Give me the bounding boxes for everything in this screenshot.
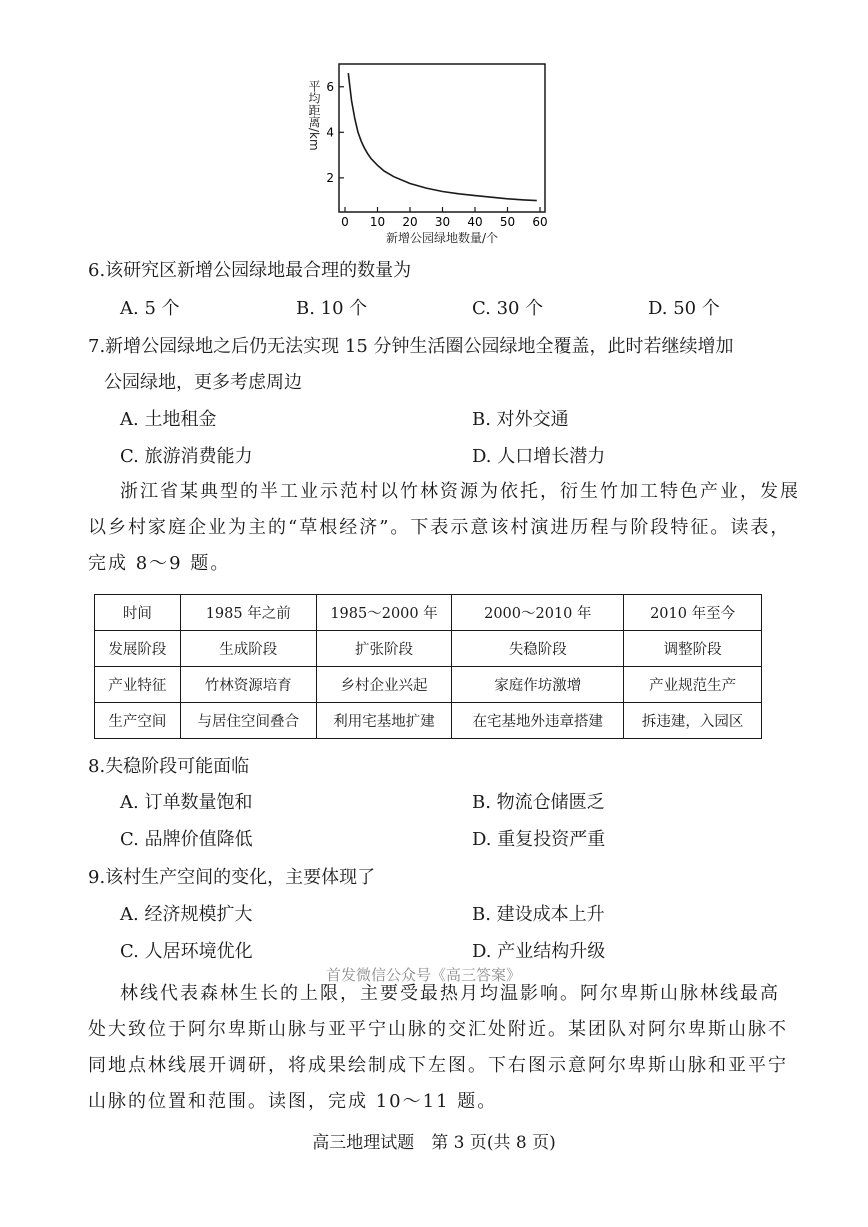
q7-option-a[interactable]: A. 土地租金 bbox=[120, 409, 217, 430]
distance-curve bbox=[348, 73, 537, 201]
y-axis-label: 平均距离/km bbox=[307, 80, 321, 151]
intro-8-9-line2: 以乡村家庭企业为主的“草根经济”。下表示意该村演进历程与阶段特征。读表， bbox=[88, 517, 791, 538]
table-cell: 失稳阶段 bbox=[452, 631, 624, 667]
q7-option-b[interactable]: B. 对外交通 bbox=[472, 409, 569, 430]
table-cell: 1985～2000 年 bbox=[316, 595, 452, 631]
x-tick-label: 50 bbox=[499, 215, 516, 229]
village-stage-table bbox=[94, 594, 762, 739]
table-cell: 家庭作坊激增 bbox=[452, 667, 624, 703]
y-tick-label: 6 bbox=[326, 79, 334, 94]
intro-10-11-line2: 处大致位于阿尔卑斯山脉与亚平宁山脉的交汇处附近。某团队对阿尔卑斯山脉不 bbox=[88, 1019, 788, 1040]
q8-option-c[interactable]: C. 品牌价值降低 bbox=[120, 829, 253, 850]
q7-option-d[interactable]: D. 人口增长潜力 bbox=[472, 446, 606, 467]
table-row bbox=[95, 667, 762, 703]
table-cell: 调整阶段 bbox=[624, 631, 762, 667]
table-cell: 1985 年之前 bbox=[180, 595, 316, 631]
q6-option-c[interactable]: C. 30 个 bbox=[472, 298, 544, 319]
q9-option-d[interactable]: D. 产业结构升级 bbox=[472, 941, 606, 962]
table-cell: 乡村企业兴起 bbox=[316, 667, 452, 703]
distance-chart bbox=[300, 60, 560, 250]
x-tick-label: 10 bbox=[369, 215, 386, 229]
q6-option-d[interactable]: D. 50 个 bbox=[648, 298, 720, 319]
table-cell: 拆违建，入园区 bbox=[624, 703, 762, 739]
table-row bbox=[95, 595, 762, 631]
q9-option-a[interactable]: A. 经济规模扩大 bbox=[120, 904, 253, 925]
table-cell: 时间 bbox=[95, 595, 181, 631]
x-tick-label: 20 bbox=[402, 215, 418, 229]
q9-stem: 9.该村生产空间的变化，主要体现了 bbox=[88, 867, 376, 888]
page-footer: 高三地理试题 第 3 页(共 8 页) bbox=[312, 1133, 556, 1153]
x-tick-label: 0 bbox=[341, 215, 349, 229]
x-tick-label: 30 bbox=[434, 215, 451, 229]
table-cell: 发展阶段 bbox=[95, 631, 181, 667]
intro-8-9-line1: 浙江省某典型的半工业示范村以竹林资源为依托，衍生竹加工特色产业，发展 bbox=[120, 481, 800, 502]
table-row bbox=[95, 631, 762, 667]
table-cell: 产业规范生产 bbox=[624, 667, 762, 703]
plot-frame bbox=[339, 64, 545, 212]
q6-option-a[interactable]: A. 5 个 bbox=[120, 298, 180, 319]
y-tick-label: 4 bbox=[326, 125, 334, 140]
table-cell: 生产空间 bbox=[95, 703, 181, 739]
table-cell: 在宅基地外违章搭建 bbox=[452, 703, 624, 739]
x-tick-label: 60 bbox=[532, 215, 548, 229]
table-cell: 2000～2010 年 bbox=[452, 595, 624, 631]
q7-stem-line2: 公园绿地，更多考虑周边 bbox=[104, 372, 302, 393]
x-tick-label: 40 bbox=[467, 215, 483, 229]
q6-stem: 6.该研究区新增公园绿地最合理的数量为 bbox=[88, 260, 412, 281]
table-cell: 与居住空间叠合 bbox=[180, 703, 316, 739]
q9-option-c[interactable]: C. 人居环境优化 bbox=[120, 941, 253, 962]
q8-option-a[interactable]: A. 订单数量饱和 bbox=[120, 792, 253, 813]
table-cell: 产业特征 bbox=[95, 667, 181, 703]
table-cell: 生成阶段 bbox=[180, 631, 316, 667]
q8-option-b[interactable]: B. 物流仓储匮乏 bbox=[472, 792, 605, 813]
intro-10-11-line3: 同地点林线展开调研，将成果绘制成下左图。下右图示意阿尔卑斯山脉和亚平宁 bbox=[88, 1055, 788, 1076]
table-cell: 竹林资源培育 bbox=[180, 667, 316, 703]
intro-10-11-line1: 林线代表森林生长的上限，主要受最热月均温影响。阿尔卑斯山脉林线最高 bbox=[120, 983, 780, 1004]
q9-option-b[interactable]: B. 建设成本上升 bbox=[472, 904, 605, 925]
y-tick-label: 2 bbox=[326, 170, 334, 185]
q6-option-b[interactable]: B. 10 个 bbox=[296, 298, 368, 319]
intro-10-11-line4: 山脉的位置和范围。读图，完成 10～11 题。 bbox=[88, 1091, 498, 1112]
q8-option-d[interactable]: D. 重复投资严重 bbox=[472, 829, 606, 850]
table-cell: 扩张阶段 bbox=[316, 631, 452, 667]
x-axis-label: 新增公园绿地数量/个 bbox=[385, 231, 499, 245]
q8-stem: 8.失稳阶段可能面临 bbox=[88, 756, 250, 777]
q7-stem-line1: 7.新增公园绿地之后仍无法实现 15 分钟生活圈公园绿地全覆盖，此时若继续增加 bbox=[88, 336, 734, 357]
table-row bbox=[95, 703, 762, 739]
watermark: 首发微信公众号《高三答案》 bbox=[326, 966, 522, 984]
q7-option-c[interactable]: C. 旅游消费能力 bbox=[120, 446, 253, 467]
intro-8-9-line3: 完成 8～9 题。 bbox=[88, 553, 231, 574]
table-cell: 2010 年至今 bbox=[624, 595, 762, 631]
table-cell: 利用宅基地扩建 bbox=[316, 703, 452, 739]
